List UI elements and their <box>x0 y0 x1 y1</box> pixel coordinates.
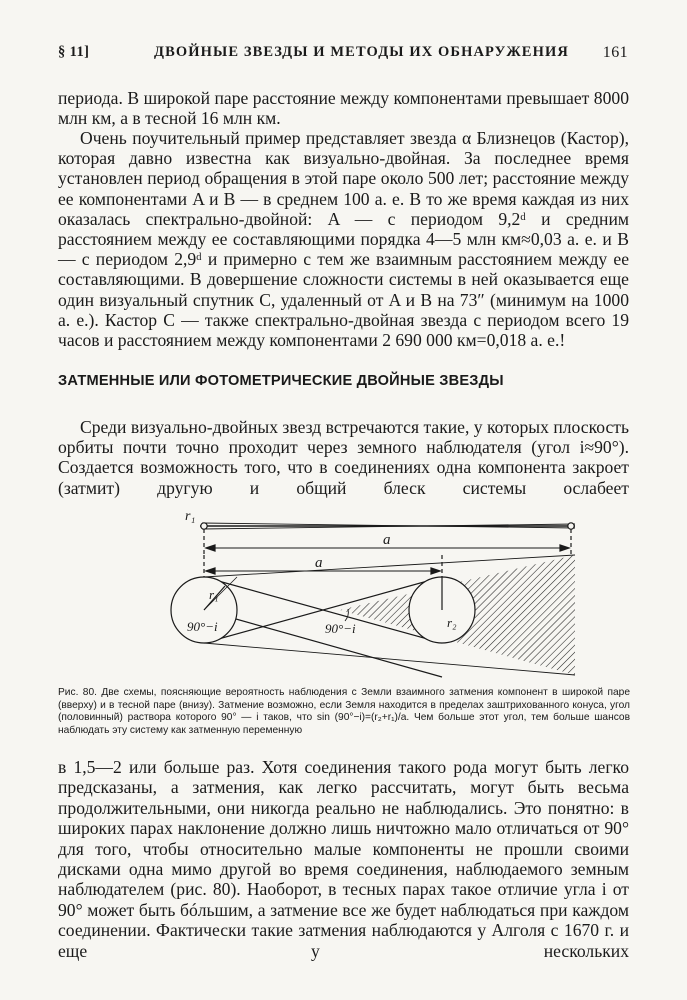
label-r1-upper: r₁ <box>185 509 196 524</box>
running-header <box>58 44 628 66</box>
paragraph-4-text: в 1,5—2 или больше раз. Хотя соединения такого рода могут быть легко предсказаны, а затмения, как легко рассчитать, могут быть весьма продолжительными, они никогда реально не наблюдались. Это понятно: в широких парах наклонение должно лишь ничтожно мало отличаться от 90° для того, чтобы относительно малые компоненты не прошли своими дисками одна мимо другой во время соединения, наблюдаемого земным наблюдателем (рис. 80). Наоборот, в тесных парах такое отличие угла i от 90° может быть бóльшим, а затмение все же будет наблюдаться при каждом соединении. Фактически такие затмения наблюдаются у Алголя с 1670 г. и еще у нескольких <box>58 757 629 961</box>
paragraph-3-text: Среди визуально-двойных звезд встречаются такие, у которых плоскость орбиты почти точно проходит через земного наблюдателя (угол i≈90°). Создается возможность того, что в соединениях одна компонента закроет (затмит) другую и общий блеск системы ослабеет <box>58 417 629 498</box>
paragraph-continued <box>58 757 629 961</box>
paragraph-eclipsing-intro <box>58 417 629 498</box>
section-title: ЗАТМЕННЫЕ ИЛИ ФОТОМЕТРИЧЕСКИЕ ДВОЙНЫЕ ЗВЕЗДЫ <box>58 373 504 389</box>
paragraph-castor <box>58 128 629 350</box>
figure-80 <box>165 503 635 683</box>
header-section-mark: § 11] <box>58 44 90 60</box>
arrowhead-upper-left <box>206 545 215 551</box>
label-r1-lower: r₁ <box>209 587 219 602</box>
arrowhead-lower-left <box>206 568 215 574</box>
label-angle-center: 90°−i <box>325 621 356 636</box>
header-title: ДВОЙНЫЕ ЗВЕЗДЫ И МЕТОДЫ ИХ ОБНАРУЖЕНИЯ <box>154 44 569 60</box>
label-a-lower: a <box>315 555 323 571</box>
paragraph-continuation <box>58 88 629 128</box>
label-r2: r₂ <box>447 615 457 630</box>
figure-caption: Рис. 80. Две схемы, поясняющие вероятность наблюдения с Земли взаимного затмения компонент в широкой паре (вверху) и в тесной паре (внизу). Затмение возможно, если Земля находится в пределах заштрихованного конуса, угол (половинный) раствора которого 90° — i таков, что sin (90°−i)=(r₂+r₁)/a. Чем больше этот угол, тем больше шансов наблюдать эту систему как затменную переменную <box>58 687 630 736</box>
upper-star-2 <box>568 523 574 529</box>
paragraph-1-text: периода. В широкой паре расстояние между компонентами превышает 8000 млн км, а в тесной 16 млн км. <box>58 88 629 129</box>
arrowhead-upper-right <box>560 545 569 551</box>
paragraph-2-text: Очень поучительный пример представляет звезда α Близнецов (Кастор), которая давно известна как визуально-двойная. За последнее время установлен период обращения в этой паре около 500 лет; расстояние между ее компонентами A и B — в среднем 100 а. е. В то же время каждая из них оказалась спектрально-двойной: A — с периодом 9,2ᵈ и средним расстоянием между ее составляющими порядка 4—5 млн км≈0,03 а. е. и B — с периодом 2,9ᵈ и примерно с тем же взаимным расстоянием между ее составляющими. В довершение сложности системы в ней оказывается еще один визуальный спутник C, удаленный от A и B на 73″ (минимум на 1000 а. е.). Кастор C — также спектрально-двойная звезда с периодом всего 19 часов и расстоянием между компонентами 2 690 000 км=0,018 а. е.! <box>58 128 629 351</box>
eclipse-geometry-diagram <box>165 503 635 683</box>
label-a-upper: a <box>383 532 391 548</box>
label-angle-left: 90°−i <box>187 619 218 634</box>
page-number: 161 <box>602 44 628 61</box>
upper-star-1 <box>201 523 207 529</box>
arrowhead-lower-right <box>431 568 440 574</box>
